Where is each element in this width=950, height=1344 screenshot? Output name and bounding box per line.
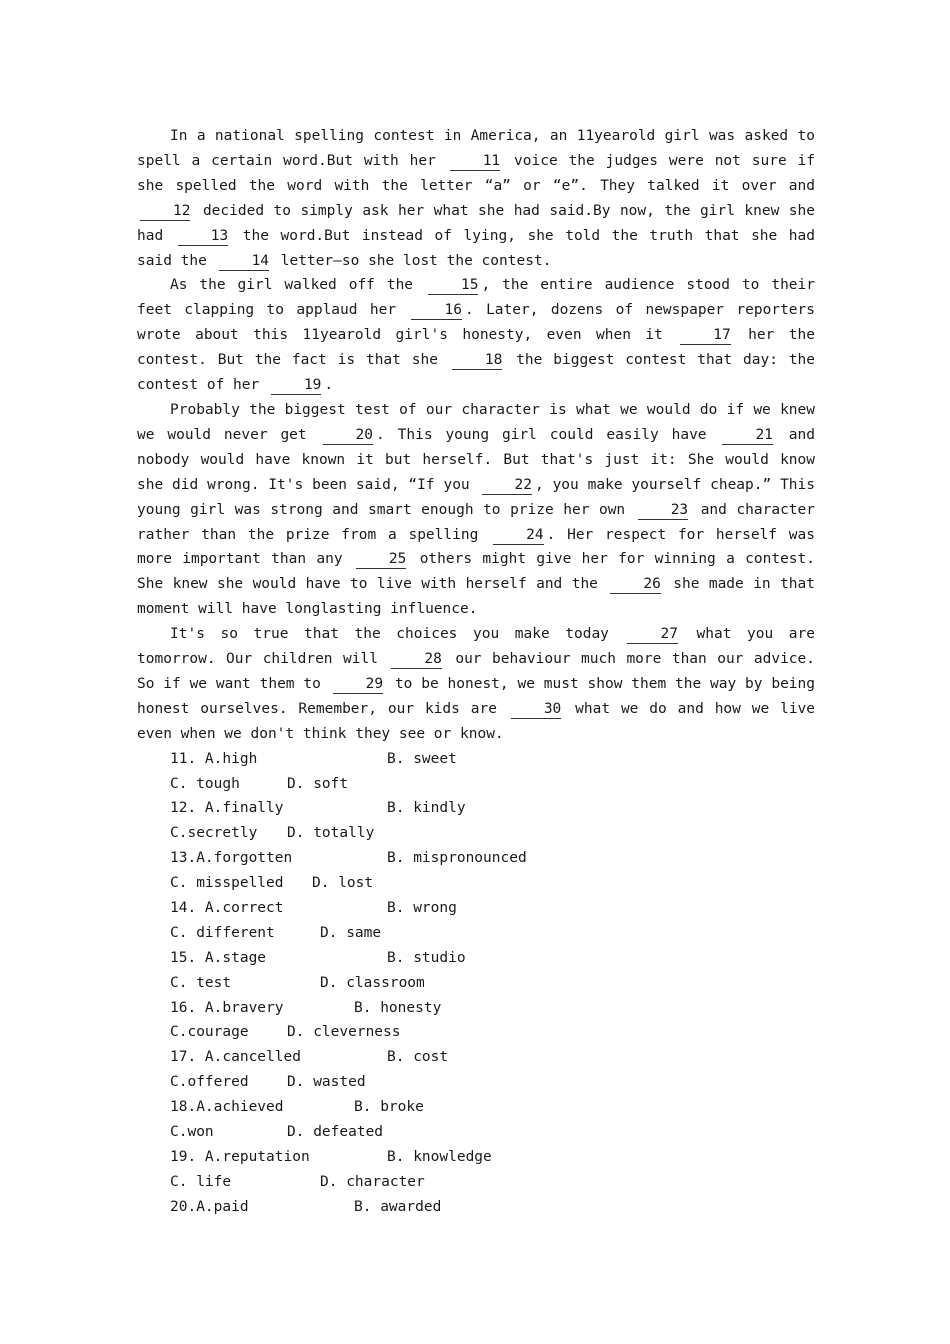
passage-text: our behaviour much more than our advice. So if we want them to xyxy=(137,651,815,692)
option-row xyxy=(137,1095,815,1120)
blank-27: 27 xyxy=(627,626,677,644)
blank-13: 13 xyxy=(178,228,228,246)
option-label: D. lost xyxy=(312,875,374,892)
option-label: B. knowledge xyxy=(387,1148,492,1165)
option-row xyxy=(137,921,815,946)
passage-text: In a national spelling contest in America, an 11yearold girl was asked to spell a certain word.But with her xyxy=(137,128,815,169)
option-label: B. wrong xyxy=(387,900,457,916)
option-row xyxy=(137,1045,815,1070)
option-label: C. different xyxy=(170,924,275,941)
option-label: C. misspelled xyxy=(170,875,284,892)
passage-text: she made in that moment will have longlasting influence. xyxy=(137,576,816,618)
blank-14: 14 xyxy=(219,253,269,271)
blank-15: 15 xyxy=(428,277,478,295)
option-row xyxy=(137,1195,815,1220)
blank-21: 21 xyxy=(722,427,772,445)
option-label: B. honesty xyxy=(354,999,442,1016)
exam-page xyxy=(137,124,815,1220)
option-label: C.offered xyxy=(170,1074,249,1091)
passage-text: the word.But instead of lying, she told the truth that she had said the xyxy=(137,227,815,269)
option-label: D. cleverness xyxy=(287,1024,401,1041)
option-label: 14. A.correct xyxy=(170,900,284,916)
blank-23: 23 xyxy=(638,502,688,520)
passage-paragraph-4 xyxy=(137,622,815,747)
passage-text: what you are tomorrow. Our children will xyxy=(137,626,815,668)
blank-20: 20 xyxy=(323,427,373,445)
option-label: 13.A.forgotten xyxy=(170,850,293,867)
passage-text: her the contest. But the fact is that she xyxy=(137,327,815,369)
passage-paragraph-3 xyxy=(137,398,815,622)
passage-text: voice the judges were not sure if she spelled the word with the letter “a” or “e”. They talked it over and xyxy=(137,152,816,194)
passage-text: others might give her for winning a contest. She knew she would have to live with herself and the xyxy=(137,551,815,593)
option-label: D. soft xyxy=(287,775,349,792)
option-label: C. test xyxy=(170,974,232,991)
option-row xyxy=(137,871,815,896)
option-label: B. cost xyxy=(387,1049,449,1066)
passage-text: the biggest contest that day: the contest of her xyxy=(137,352,816,394)
passage-text: and nobody would have known it but herself. But that's just it: She would know she did wrong. It's been said, “If you xyxy=(137,426,815,493)
passage-text: , the entire audience stood to their feet clapping to applaud her xyxy=(137,277,815,319)
option-row xyxy=(137,996,815,1021)
passage-text: what we do and how we live even when we don't think they see or know. xyxy=(137,700,816,742)
passage-text: . Her respect for herself was more important than any xyxy=(137,526,816,568)
option-label: C. tough xyxy=(170,775,240,792)
option-label: D. totally xyxy=(287,825,375,842)
passage-paragraph-1 xyxy=(137,124,815,273)
passage-text: decided to simply ask her what she had said.By now, the girl knew she had xyxy=(137,202,815,244)
option-row xyxy=(137,1070,815,1095)
passage-text: letter—so she lost the contest. xyxy=(272,252,552,269)
blank-12: 12 xyxy=(140,203,190,221)
option-label: B. mispronounced xyxy=(387,850,527,867)
option-label: D. same xyxy=(320,924,382,941)
passage-text: Probably the biggest test of our character is what we would do if we knew we would never get xyxy=(137,401,815,443)
option-row xyxy=(137,772,815,797)
option-row xyxy=(137,846,815,871)
blank-11: 11 xyxy=(450,153,500,171)
passage-text: to be honest, we must show them the way by being honest ourselves. Remember, our kids are xyxy=(137,675,815,717)
blank-28: 28 xyxy=(391,651,441,669)
passage-text: . xyxy=(324,377,334,394)
blank-16: 16 xyxy=(411,302,461,320)
blank-19: 19 xyxy=(271,377,321,395)
option-label: 20.A.paid xyxy=(170,1198,249,1215)
option-label: C.courage xyxy=(170,1024,249,1041)
option-row xyxy=(137,896,815,921)
answer-options xyxy=(137,747,815,1220)
option-label: C. life xyxy=(170,1173,232,1190)
option-row xyxy=(137,971,815,996)
option-label: B. sweet xyxy=(387,750,457,767)
option-label: D. wasted xyxy=(287,1074,366,1091)
blank-17: 17 xyxy=(680,327,730,345)
option-label: 17. A.cancelled xyxy=(170,1049,301,1066)
option-row xyxy=(137,1120,815,1145)
option-label: D. character xyxy=(320,1173,425,1190)
option-label: B. awarded xyxy=(354,1198,442,1215)
blank-18: 18 xyxy=(452,352,502,370)
option-row xyxy=(137,1145,815,1170)
option-label: 19. A.reputation xyxy=(170,1148,310,1165)
option-label: 15. A.stage xyxy=(170,949,267,966)
passage-paragraph-2 xyxy=(137,273,815,398)
option-label: D. classroom xyxy=(320,974,425,991)
option-label: 12. A.finally xyxy=(170,800,284,817)
option-row xyxy=(137,796,815,821)
passage-text: . This young girl could easily have xyxy=(376,426,720,443)
passage-text: , you make yourself cheap.” This young girl was strong and smart enough to prize her own xyxy=(137,476,815,518)
blank-24: 24 xyxy=(493,527,543,545)
passage-text: and character rather than the prize from a spelling xyxy=(137,501,815,543)
blank-22: 22 xyxy=(482,477,532,495)
blank-29: 29 xyxy=(333,676,383,694)
option-label: C.secretly xyxy=(170,825,258,842)
option-row xyxy=(137,1020,815,1045)
blank-25: 25 xyxy=(356,551,406,569)
blank-30: 30 xyxy=(511,701,561,719)
option-label: B. studio xyxy=(387,949,466,966)
option-row xyxy=(137,747,815,772)
option-row xyxy=(137,1170,815,1195)
passage-text: As the girl walked off the xyxy=(170,277,425,294)
option-label: 18.A.achieved xyxy=(170,1099,284,1116)
option-label: B. kindly xyxy=(387,800,466,817)
option-label: 11. A.high xyxy=(170,750,258,767)
option-row xyxy=(137,821,815,846)
option-label: 16. A.bravery xyxy=(170,999,284,1016)
passage-text: It's so true that the choices you make today xyxy=(170,626,625,643)
option-label: C.won xyxy=(170,1124,214,1141)
passage-text: . Later, dozens of newspaper reporters wrote about this 11yearold girl's honesty, even when it xyxy=(137,302,815,344)
option-row xyxy=(137,946,815,971)
option-label: B. broke xyxy=(354,1099,424,1116)
blank-26: 26 xyxy=(610,576,660,594)
option-label: D. defeated xyxy=(287,1124,384,1141)
